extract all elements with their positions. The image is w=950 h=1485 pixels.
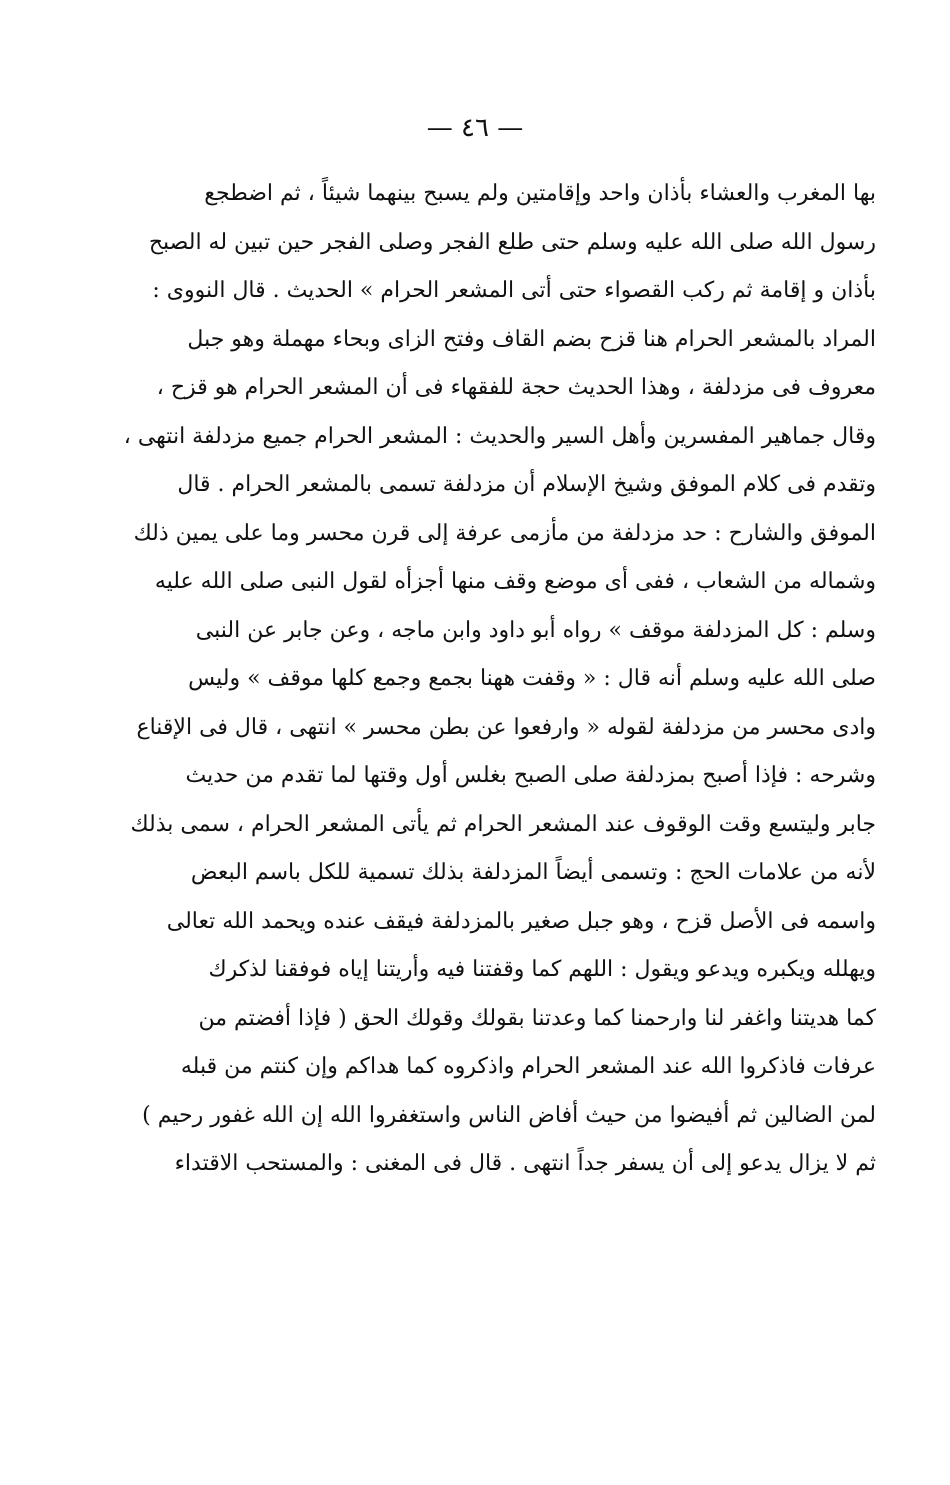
- page-number: — ٤٦ —: [426, 113, 524, 143]
- text-line: رسول الله صلى الله عليه وسلم حتى طلع الفجر وصلى الفجر حين تبين له الصبح: [148, 229, 876, 255]
- text-line: عرفات فاذكروا الله عند المشعر الحرام واذكروه كما هداكم وإن كنتم من قبله: [180, 1054, 876, 1079]
- text-line: واسمه فى الأصل قزح ، وهو جبل صغير بالمزدلفة فيقف عنده ويحمد الله تعالى: [166, 908, 876, 934]
- text-line: ويهلله ويكبره ويدعو ويقول : اللهم كما وقفتنا فيه وأريتنا إياه فوفقنا لذكرك: [208, 957, 876, 982]
- text-line: وادى محسر من مزدلفة لقوله « وارفعوا عن بطن محسر » انتهى ، قال فى الإقناع: [136, 714, 876, 740]
- text-line: وسلم : كل المزدلفة موقف » رواه أبو داود وابن ماجه ، وعن جابر عن النبى: [195, 617, 876, 643]
- body-text: [76, 170, 876, 1189]
- text-line: بها المغرب والعشاء بأذان واحد وإقامتين ولم يسبح بينهما شيئاً ، ثم اضطجع: [204, 181, 876, 206]
- text-line: المراد بالمشعر الحرام هنا قزح بضم القاف وفتح الزاى وبحاء مهملة وهو جبل: [187, 326, 876, 352]
- text-line: لأنه من علامات الحج : وتسمى أيضاً المزدلفة بذلك تسمية للكل باسم البعض: [190, 860, 876, 885]
- text-line: لمن الضالين ثم أفيضوا من حيث أفاض الناس واستغفروا الله إن الله غفور رحيم ): [142, 1102, 876, 1128]
- text-line: الموفق والشارح : حد مزدلفة من مأزمى عرفة إلى قرن محسر وما على يمين ذلك: [133, 520, 876, 546]
- text-line: وقال جماهير المفسرين وأهل السير والحديث : المشعر الحرام جميع مزدلفة انتهى ،: [123, 423, 876, 449]
- text-line: جابر وليتسع وقت الوقوف عند المشعر الحرام ثم يأتى المشعر الحرام ، سمى بذلك: [130, 811, 876, 837]
- text-line: ثم لا يزال يدعو إلى أن يسفر جداً انتهى . قال فى المغنى : والمستحب الاقتداء: [174, 1151, 876, 1176]
- text-line: وشرحه : فإذا أصبح بمزدلفة صلى الصبح بغلس أول وقتها لما تقدم من حديث: [185, 763, 876, 788]
- text-line: كما هديتنا واغفر لنا وارحمنا كما وعدتنا بقولك وقولك الحق ( فإذا أفضتم من: [198, 1005, 876, 1031]
- text-line: بأذان و إقامة ثم ركب القصواء حتى أتى المشعر الحرام » الحديث . قال النووى :: [152, 278, 876, 303]
- text-line: وشماله من الشعاب ، ففى أى موضع وقف منها أجزأه لقول النبى صلى الله عليه: [154, 569, 876, 594]
- text-line: صلى الله عليه وسلم أنه قال : « وقفت ههنا بجمع وجمع كلها موقف » وليس: [188, 666, 876, 691]
- text-line: معروف فى مزدلفة ، وهذا الحديث حجة للفقهاء فى أن المشعر الحرام هو قزح ،: [156, 375, 876, 400]
- text-line: وتقدم فى كلام الموفق وشيخ الإسلام أن مزدلفة تسمى بالمشعر الحرام . قال: [177, 472, 876, 497]
